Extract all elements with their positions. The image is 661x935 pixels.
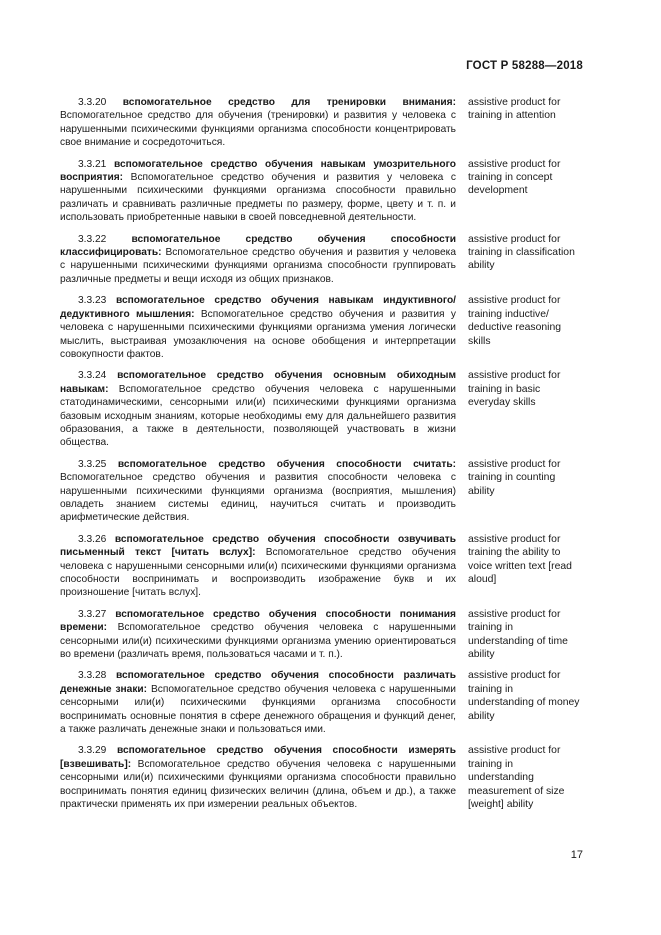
entry-term: вспомогательное средство обучения способности различать денежные знаки:: [60, 670, 456, 695]
entry-term: вспомогательное средство обучения способности измерять [взвешивать]:: [60, 745, 456, 770]
entry-3-3-21: [60, 158, 580, 225]
entry-en-term: assistive product for training in understanding of money ability: [468, 670, 580, 722]
entry-3-3-27: [60, 608, 580, 662]
entry-en-term: assistive product for training the ability to voice written text [read aloud]: [468, 533, 572, 585]
entry-ru-text: [60, 158, 456, 225]
entry-ru-text: [60, 533, 456, 600]
entry-number: 3.3.22: [78, 233, 107, 245]
entry-en-term: assistive product for training in counting ability: [468, 458, 561, 497]
entry-en-term: assistive product for training in understanding measurement of size [weight] ability: [468, 745, 565, 811]
entry-ru-text: [60, 294, 456, 361]
entry-term: вспомогательное средство обучения способности понимания времени:: [60, 608, 456, 634]
entry-definition: Вспомогательное средство обучения человека с нарушенными сенсорными или(и) психическими функциями организма способности воспринимать и воспроизводить изображение букв и их произношение [читать вслух].: [60, 547, 456, 599]
entries-list: [60, 96, 580, 820]
entry-number: 3.3.25: [78, 458, 107, 470]
entry-en-term: assistive product for training in concept development: [468, 158, 561, 197]
entry-definition: Вспомогательное средство для обучения (тренировки) и развития у человека с нарушенными психическими функциями организма способности концентрировать свое внимание и сосредоточиться.: [60, 110, 456, 149]
entry-number: 3.3.24: [78, 370, 107, 382]
entry-ru-text: [60, 669, 456, 736]
entry-number: 3.3.21: [78, 158, 107, 170]
entry-term: вспомогательное средство обучения основным обиходным навыкам:: [60, 370, 456, 395]
entry-term: вспомогательное средство обучения способности считать:: [117, 458, 456, 470]
entry-definition: Вспомогательное средство обучения и развития у человека с нарушенными психическими функциями организма способности группировать различные предметы и вещи исходя из общих признаков.: [60, 247, 456, 285]
entry-3-3-24: [60, 369, 580, 449]
entry-en-term: assistive product for training in understanding of time ability: [468, 608, 568, 661]
entry-en-term: assistive product for training inductive/ deductive reasoning skills: [468, 295, 562, 347]
entry-definition: Вспомогательное средство обучения и развития способности человека с нарушенными психическими функциями организма (восприятия, мышления) овладеть знанием системы единиц, научиться считать и производить арифметические действия.: [60, 472, 456, 524]
entry-3-3-22: [60, 233, 580, 287]
entry-number: 3.3.27: [78, 608, 107, 620]
entry-definition: Вспомогательное средство обучения человека с нарушенными сенсорными или(и) психическими функциями организма умению ориентироваться во времени (различать время, пользоваться часами и т. п.).: [60, 622, 456, 661]
entry-number: 3.3.20: [78, 97, 107, 108]
entry-3-3-23: [60, 294, 580, 361]
entry-definition: Вспомогательное средство обучения человека с нарушенными сенсорными или(и) психическими функциями организма способности правильно воспринимать понятия единиц физических величин (длина, объем и др.), а также практически применять их при измерении реальных объектов.: [60, 758, 456, 811]
entry-term: вспомогательное средство обучения способности озвучивать письменный текст [читать вслух]:: [60, 533, 456, 559]
entry-number: 3.3.26: [78, 533, 107, 545]
entry-definition: Вспомогательное средство обучения человека с нарушенными сенсорными или(и) психическими функциями организма способности воспринимать основные понятия в сфере денежного обращения и функций денег, а также различать денежные знаки и пользоваться ими.: [60, 683, 456, 736]
entry-definition: Вспомогательное средство обучения и развития у человека с нарушенными психическими функциями организма способности правильно различать и сравнивать различные предметы по размеру, форме, цвету и т. п. и использовать приобретенные навыки в своей повседневной деятельности.: [60, 172, 456, 224]
entry-definition: Вспомогательное средство обучения человека с нарушенными статодинамическими, сенсорными или(и) психическими функциями организма базовым исходным знаниям, которые необходимы ему для дальнейшего развития образования, а также в деятельности, позволяющей участвовать в жизни общества.: [60, 383, 456, 449]
entry-3-3-29: [60, 744, 580, 811]
entry-term: вспомогательное средство обучения навыкам индуктивного/дедуктивного мышления:: [60, 295, 456, 320]
entry-3-3-20: [60, 96, 580, 150]
entry-ru-text: [60, 96, 456, 150]
entry-ru-text: [60, 458, 456, 525]
entry-number: 3.3.28: [78, 670, 107, 682]
entry-definition: Вспомогательное средство обучения и развития у человека с нарушенными психическими функциями организма умения логически мыслить, выстраивая умозаключения на основе обобщения и интерпретации совокупности фактов.: [60, 308, 456, 360]
entry-ru-text: [60, 233, 456, 287]
entry-ru-text: [60, 608, 456, 662]
page-number: 17: [570, 849, 583, 861]
entry-number: 3.3.23: [78, 295, 107, 307]
entry-3-3-25: [60, 458, 580, 525]
entry-ru-text: [60, 744, 456, 811]
entry-ru-text: [60, 369, 456, 449]
entry-term: вспомогательное средство для тренировки внимания:: [122, 97, 456, 108]
entry-en-term: assistive product for training in classification ability: [468, 233, 575, 272]
entry-term: вспомогательное средство обучения навыкам умозрительного восприятия:: [60, 158, 456, 184]
entry-3-3-28: [60, 669, 580, 736]
entry-en-term: assistive product for training in basic everyday skills: [468, 370, 561, 409]
document-header: ГОСТ Р 58288—2018: [466, 60, 583, 72]
entry-term: вспомогательное средство обучения способности классифицировать:: [60, 233, 456, 259]
entry-3-3-26: [60, 533, 580, 600]
entry-number: 3.3.29: [78, 745, 107, 757]
entry-en-term: assistive product for training in attention: [468, 97, 561, 122]
